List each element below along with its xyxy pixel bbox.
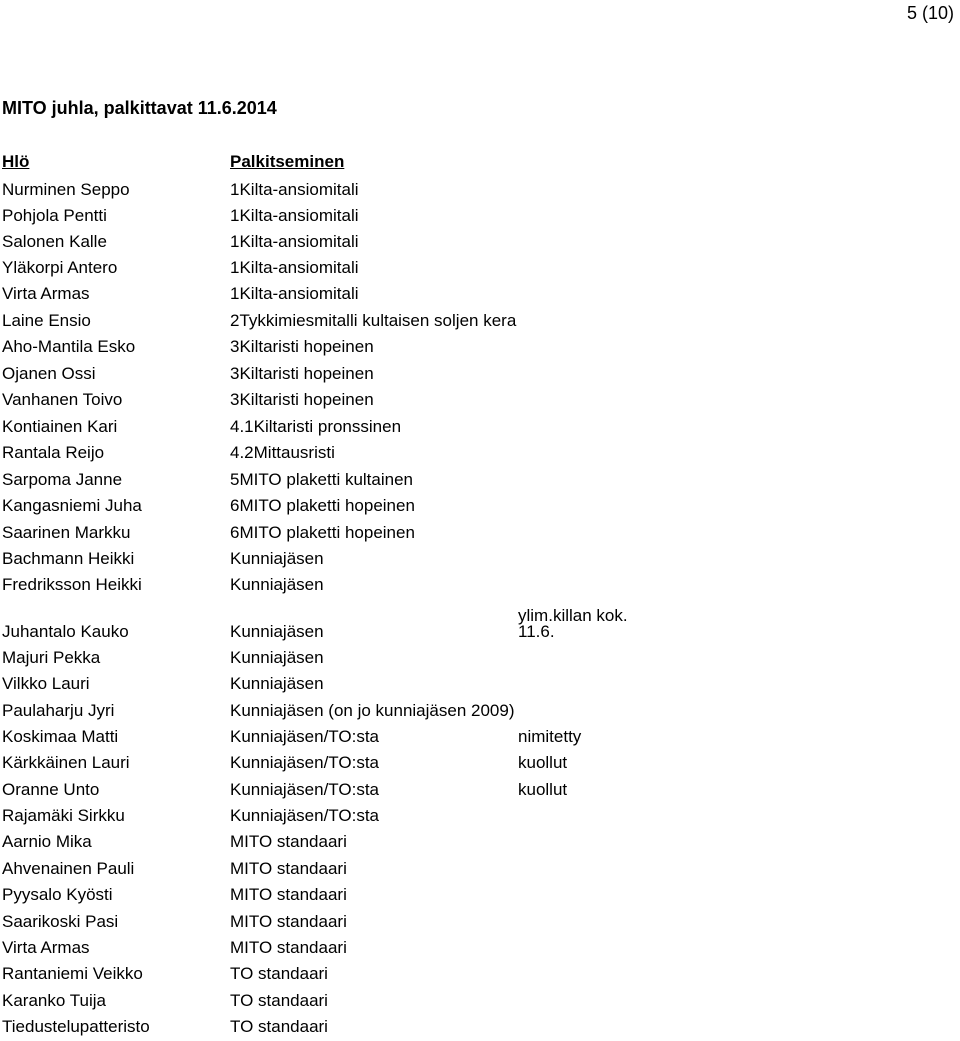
table-row (0, 648, 960, 672)
person-name: Aarnio Mika (2, 832, 92, 851)
table-row (0, 311, 960, 335)
award-name: Kunniajäsen/TO:sta (230, 780, 379, 799)
table-row (0, 337, 960, 361)
table-row (0, 523, 960, 547)
person-name: Laine Ensio (2, 311, 91, 330)
table-row (0, 417, 960, 441)
table-row (0, 364, 960, 388)
award-name: Kunniajäsen/TO:sta (230, 753, 379, 772)
table-row (0, 859, 960, 883)
person-name: Virta Armas (2, 938, 90, 957)
table-row (0, 443, 960, 467)
person-name: Majuri Pekka (2, 648, 101, 667)
award-name: MITO standaari (230, 938, 347, 957)
person-name: Ahvenainen Pauli (2, 859, 135, 878)
table-row (0, 780, 960, 804)
award-name: MITO standaari (230, 885, 347, 904)
table-row (0, 232, 960, 256)
award-name: 1Kilta-ansiomitali (230, 284, 359, 303)
award-name: 2Tykkimiesmitalli kultaisen soljen kera (230, 311, 517, 330)
person-name: Oranne Unto (2, 780, 100, 799)
table-row (0, 258, 960, 282)
award-name: MITO standaari (230, 859, 347, 878)
person-name: Salonen Kalle (2, 232, 107, 251)
table-row (0, 753, 960, 777)
award-name: 1Kilta-ansiomitali (230, 258, 359, 277)
person-name: Virta Armas (2, 284, 90, 303)
side-note: ylim.killan kok. (518, 606, 628, 625)
table-row (0, 549, 960, 573)
person-name: Rajamäki Sirkku (2, 806, 125, 825)
person-name: Nurminen Seppo (2, 180, 130, 199)
award-name: 1Kilta-ansiomitali (230, 232, 359, 251)
person-name: Rantaniemi Veikko (2, 964, 143, 983)
person-name: Saarinen Markku (2, 523, 131, 542)
person-name: Paulaharju Jyri (2, 701, 115, 720)
award-name: 6MITO plaketti hopeinen (230, 523, 415, 542)
table-row (0, 674, 960, 698)
person-name: Juhantalo Kauko (2, 622, 129, 641)
row-note: nimitetty (518, 727, 582, 746)
table-row (0, 912, 960, 936)
award-name: Kunniajäsen (on jo kunniajäsen 2009) (230, 701, 515, 720)
table-row (0, 832, 960, 856)
person-name: Fredriksson Heikki (2, 575, 142, 594)
person-name: Pyysalo Kyösti (2, 885, 113, 904)
award-name: 1Kilta-ansiomitali (230, 206, 359, 225)
award-name: TO standaari (230, 991, 328, 1010)
table-row (0, 575, 960, 599)
person-name: Koskimaa Matti (2, 727, 119, 746)
award-name: MITO standaari (230, 832, 347, 851)
table-row (0, 727, 960, 751)
award-name: 1Kilta-ansiomitali (230, 180, 359, 199)
person-name: Sarpoma Janne (2, 470, 123, 489)
table-row (0, 885, 960, 909)
person-name: Karanko Tuija (2, 991, 106, 1010)
person-name: Rantala Reijo (2, 443, 105, 462)
award-name: 3Kiltaristi hopeinen (230, 390, 374, 409)
page-number: 5 (10) (906, 3, 954, 23)
award-name: Kunniajäsen (230, 674, 324, 693)
award-name: 4.1Kiltaristi pronssinen (230, 417, 402, 436)
person-name: Tiedustelupatteristo (2, 1017, 150, 1036)
person-name: Pohjola Pentti (2, 206, 107, 225)
table-row (0, 470, 960, 494)
table-row (0, 701, 960, 725)
award-name: 6MITO plaketti hopeinen (230, 496, 415, 515)
award-name: 3Kiltaristi hopeinen (230, 364, 374, 383)
document-title: MITO juhla, palkittavat 11.6.2014 (2, 98, 277, 118)
person-name: Vanhanen Toivo (2, 390, 123, 409)
table-row (0, 1017, 960, 1041)
table-row (0, 806, 960, 830)
person-name: Kontiainen Kari (2, 417, 118, 436)
table-row (0, 206, 960, 230)
table-row (0, 496, 960, 520)
award-name: Kunniajäsen (230, 622, 324, 641)
award-name: TO standaari (230, 964, 328, 983)
person-name: Bachmann Heikki (2, 549, 135, 568)
person-name: Saarikoski Pasi (2, 912, 119, 931)
row-note: kuollut (518, 753, 568, 772)
row-note: 11.6. (518, 622, 555, 641)
column-header-award: Palkitseminen (230, 152, 345, 171)
table-row (0, 180, 960, 204)
award-name: Kunniajäsen/TO:sta (230, 727, 379, 746)
award-name: 3Kiltaristi hopeinen (230, 337, 374, 356)
table-row (0, 964, 960, 988)
award-name: TO standaari (230, 1017, 328, 1036)
person-name: Yläkorpi Antero (2, 258, 118, 277)
row-note: kuollut (518, 780, 568, 799)
table-row (0, 938, 960, 962)
award-name: MITO standaari (230, 912, 347, 931)
person-name: Vilkko Lauri (2, 674, 90, 693)
person-name: Kärkkäinen Lauri (2, 753, 130, 772)
table-row (0, 622, 960, 646)
person-name: Aho-Mantila Esko (2, 337, 136, 356)
person-name: Kangasniemi Juha (2, 496, 142, 515)
table-row (0, 991, 960, 1015)
award-name: 4.2Mittausristi (230, 443, 335, 462)
person-name: Ojanen Ossi (2, 364, 96, 383)
award-name: Kunniajäsen (230, 549, 324, 568)
award-name: Kunniajäsen (230, 575, 324, 594)
award-name: Kunniajäsen/TO:sta (230, 806, 379, 825)
column-header-person: Hlö (2, 152, 30, 171)
table-row (0, 390, 960, 414)
award-name: Kunniajäsen (230, 648, 324, 667)
award-name: 5MITO plaketti kultainen (230, 470, 413, 489)
table-row (0, 284, 960, 308)
